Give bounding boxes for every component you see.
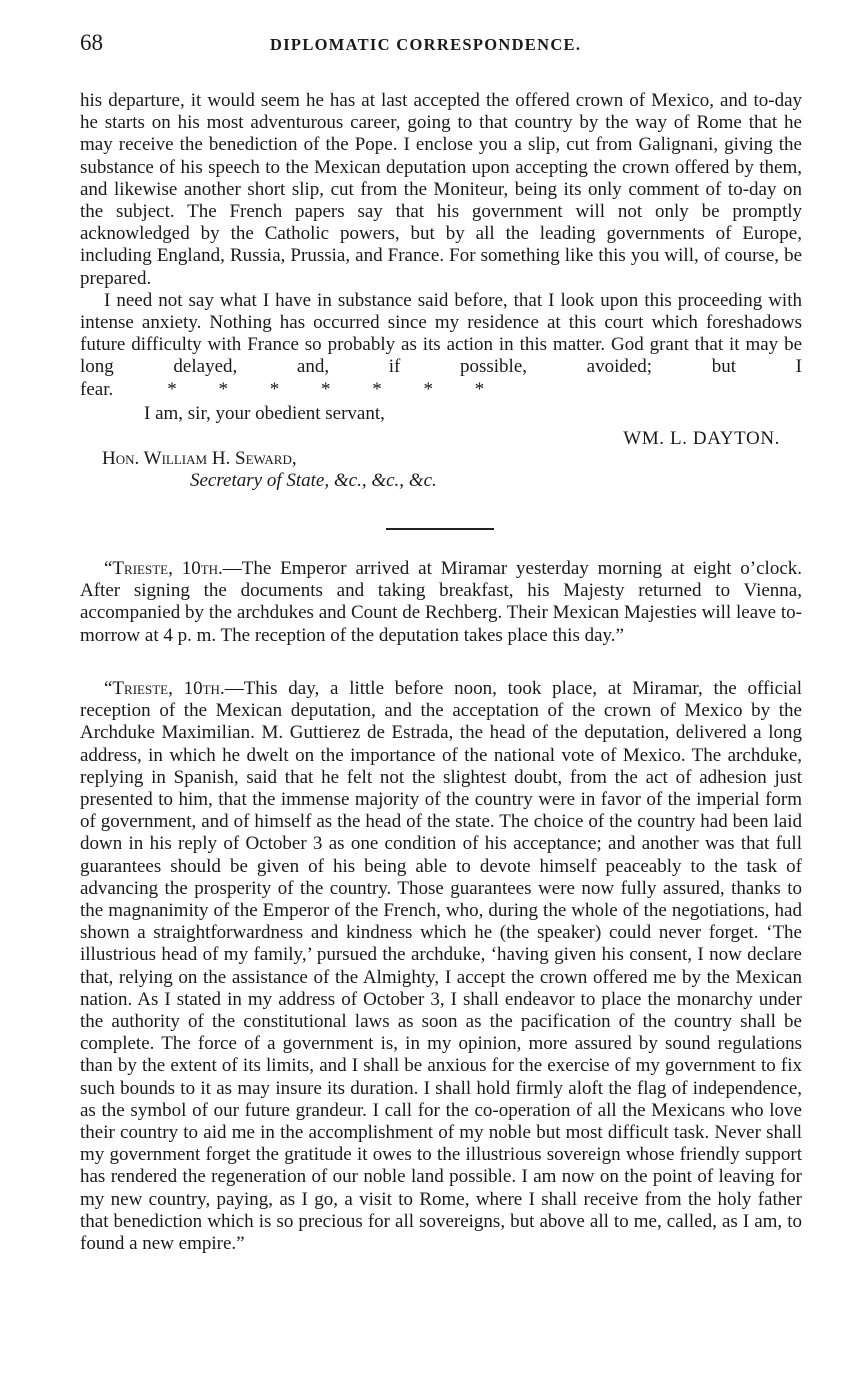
dateline: “Trieste, 10th. <box>104 678 225 699</box>
letter-closing: I am, sir, your obedient servant, <box>144 402 385 424</box>
letter-paragraph <box>80 290 802 401</box>
enclosure-text: —The Emperor arrived at Miramar yesterday morning at eight o’clock. After signing the documents and taking breakfast, his Majesty returned to Vienna, accompanied by the archdukes and Count de Rechberg. Their Mexican Majesties will leave to-morrow at 4 p. m. The reception of the deputation takes place this day.” <box>80 558 803 646</box>
letter-paragraph-text: I need not say what I have in substance said before, that I look upon this proceeding with intense anxiety. Nothing has occurred since my residence at this court which foreshadows future difficulty with France so probably as its action in this matter. God grant that it may be long delayed, and, if possible, avoided; but I fear. <box>80 289 802 400</box>
page-header <box>80 30 803 60</box>
page-number: 68 <box>80 30 103 55</box>
enclosure-item <box>80 558 802 647</box>
letter-body <box>80 90 802 493</box>
enclosure-paragraph <box>80 558 802 647</box>
letter-paragraph: his departure, it would seem he has at last accepted the offered crown of Mexico, and to-day he starts on his most adventurous career, going to that country by the way of Rome that he may receive the benediction of the Pope. I enclose you a slip, cut from Galignani, giving the substance of his speech to the Mexican deputation upon accepting the crown offered by them, and likewise another short slip, cut from the Moniteur, being its only comment of to-day on the subject. The French papers say that his government will not only be promptly acknowledged by the Catholic powers, but by all the leading governments of Europe, including England, Russia, Prussia, and France. For something like this you will, of course, be prepared. <box>80 90 802 289</box>
enclosure-paragraph <box>80 678 802 1255</box>
addressee-name: Hon. William H. Seward, <box>102 448 297 470</box>
running-head: DIPLOMATIC CORRESPONDENCE. <box>270 35 582 54</box>
dateline: “Trieste, 10th. <box>104 558 223 579</box>
enclosure-text: —This day, a little before noon, took place, at Miramar, the official reception of the Mexican deputation, and the acceptation of the crown of Mexico by the Archduke Maximilian. M. Guttierez de Estrada, the head of the deputation, delivered a long address, in which he dwelt on the importance of the national vote of Mexico. The archduke, replying in Spanish, said that he felt not the slightest doubt, from the act of adhesion just presented to him, that the immense majority of the country were in favor of the imperial form of government, and of himself as the head of the state. The choice of the country had been laid down in his reply of October 3 as one condition of his acceptance; and another was that full guarantees should be given of his being able to devote himself peaceably to the task of advancing the prosperity of the country. Those guarantees were now fully assured, thanks to the magnanimity of the Emperor of the French, who, during the whole of the negotiations, had shown a straightforwardness and kindness which he (the speaker) could never forget. ‘The illustrious head of my family,’ pursued the archduke, ‘having given his consent, I now declare that, relying on the assistance of the Almighty, I accept the crown offered me by the Mexican nation. As I stated in my address of October 3, I shall endeavor to place the monarchy under the authority of the constitutional laws as soon as the pacification of the country shall be complete. The force of a government is, in my opinion, more assured by sound regulations than by the extent of its limits, and I shall be anxious for the exercise of my government to fix such bounds to it as may insure its duration. I shall hold firmly aloft the flag of independence, as the symbol of our future grandeur. I call for the co-operation of all the Mexicans who love their country to aid me in the accomplishment of my noble but most difficult task. Never shall my government forget the gratitude it owes to the illustrious sovereign whose friendly support has rendered the regeneration of our noble land possible. I am now on the point of leaving for my new country, paying, as I go, a visit to Rome, where I shall receive from the holy father that benediction which is so precious for all sovereigns, but above all to me, called, as I am, to found a new empire.” <box>80 678 803 1255</box>
letter-signature: WM. L. DAYTON. <box>623 428 780 450</box>
addressee-title: Secretary of State, &c., &c., &c. <box>190 470 437 492</box>
asterisk-ellipsis: * * * * * * * <box>167 378 488 400</box>
enclosure-item <box>80 678 802 1255</box>
section-divider <box>386 528 494 530</box>
